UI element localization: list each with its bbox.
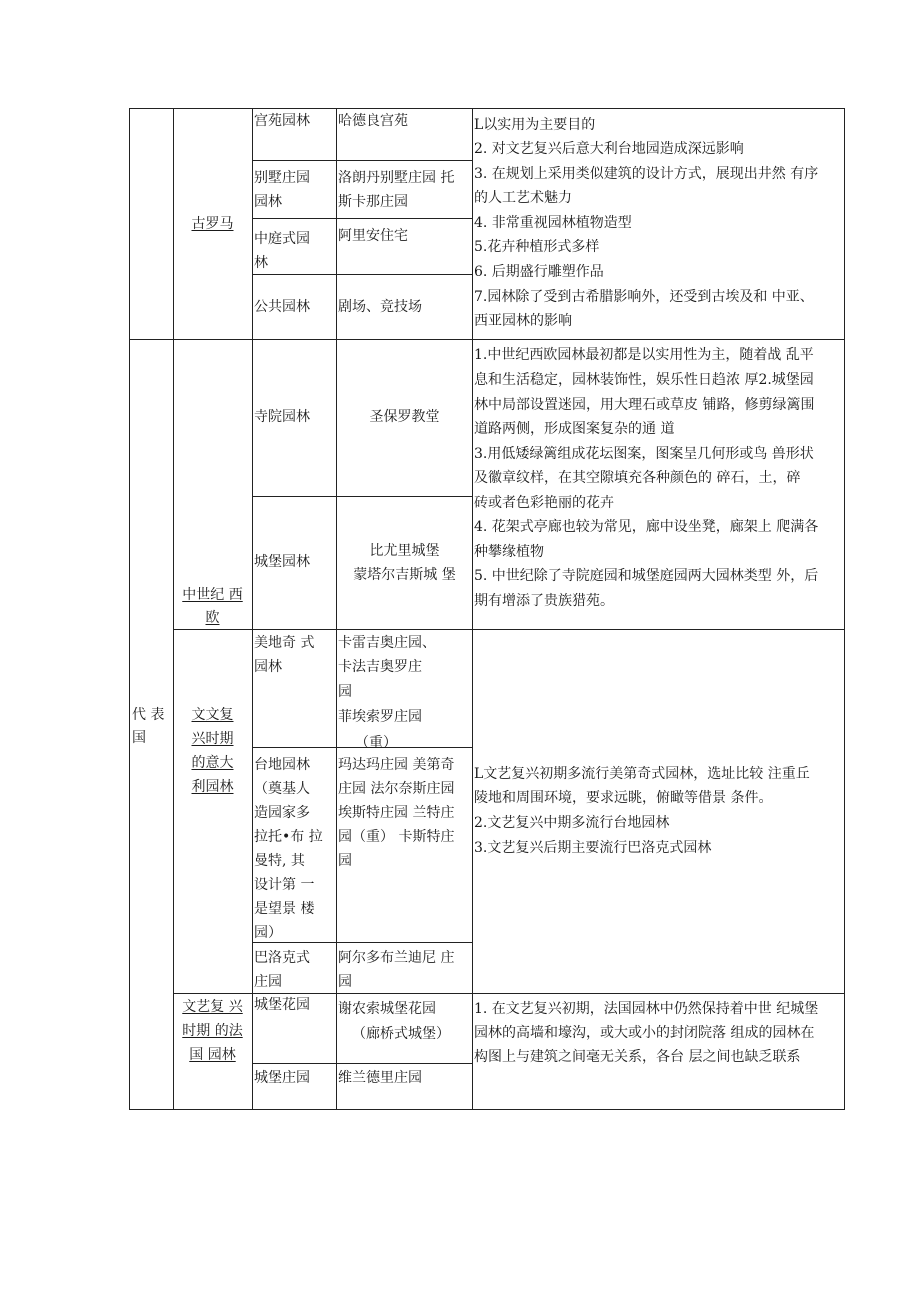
example-garden: 圣保罗教堂 xyxy=(369,409,440,425)
feature-line: 期有增添了贵族猎苑。 xyxy=(474,593,614,609)
feature-line: 息和生活稳定，园林装饰性，娱乐性日趋浓 厚2.城堡园 xyxy=(474,372,814,388)
rule xyxy=(252,160,473,161)
example-garden: 比尤里城堡 xyxy=(369,543,440,559)
feature-line: 西亚园林的影响 xyxy=(474,313,572,329)
example-garden: 谢农索城堡花园 xyxy=(338,1001,436,1017)
garden-type: 宫苑园林 xyxy=(254,113,310,129)
rule xyxy=(252,496,473,497)
example-garden: 埃斯特庄园 兰特庄 xyxy=(338,805,455,821)
rule xyxy=(129,108,130,1110)
feature-line: 4. 非常重视园林植物造型 xyxy=(474,215,632,231)
rule xyxy=(129,339,845,340)
feature-line: 林中局部设置迷园，用大理石或草皮 铺路，修剪绿篱围 xyxy=(474,397,815,413)
feature-line: 4. 花架式亭廊也较为常见，廊中设坐凳，廊架上 爬满各 xyxy=(474,519,819,535)
rule xyxy=(129,1109,845,1110)
rule xyxy=(252,1063,473,1064)
country-name: 兴时期 xyxy=(191,731,234,747)
country-name: 古罗马 xyxy=(191,216,234,232)
feature-line: 6. 后期盛行雕塑作品 xyxy=(474,264,604,280)
feature-line: 3.用低矮绿篱组成花坛图案，图案呈几何形或鸟 兽形状 xyxy=(474,446,814,462)
rule xyxy=(336,108,337,1110)
rule xyxy=(252,108,253,1110)
garden-type: 城堡园林 xyxy=(254,554,310,570)
rule xyxy=(252,218,473,219)
feature-line: 2. 对文艺复兴后意大利台地园造成深远影响 xyxy=(474,141,744,157)
garden-type: 公共园林 xyxy=(254,299,310,315)
feature-line: 园林的高墙和壕沟，或大或小的封闭院落 组成的园林在 xyxy=(474,1025,815,1041)
example-garden: 哈德良宫苑 xyxy=(338,113,408,129)
garden-type: 拉托•布 拉 xyxy=(254,829,323,845)
rule xyxy=(252,274,473,275)
garden-type: 中庭式园 xyxy=(254,231,310,247)
rule xyxy=(173,629,845,630)
garden-type: 巴洛克式 xyxy=(254,950,310,966)
feature-line: L文艺复兴初期多流行美第奇式园林，选址比较 注重丘 xyxy=(474,766,810,782)
country-name: 欧 xyxy=(205,610,220,626)
rule xyxy=(129,108,845,109)
example-garden: 园 xyxy=(338,974,352,990)
example-garden: 玛达玛庄园 美第奇 xyxy=(338,757,455,773)
feature-line: 的人工艺术魅力 xyxy=(474,190,572,206)
country-name: 文艺复 兴 xyxy=(182,999,243,1015)
garden-type: 美地奇 式 xyxy=(254,635,315,651)
garden-type: 园） xyxy=(254,925,282,941)
example-garden: 蒙塔尔吉斯城 堡 xyxy=(353,567,456,583)
garden-type: 林 xyxy=(254,255,268,271)
example-garden: 维兰德里庄园 xyxy=(338,1070,422,1086)
feature-line: 7.园林除了受到古希腊影响外，还受到古埃及和 中亚、 xyxy=(474,289,814,305)
example-garden: （重） xyxy=(355,735,397,751)
feature-line: 5.花卉种植形式多样 xyxy=(474,239,600,255)
garden-type: 园林 xyxy=(254,194,282,210)
rule xyxy=(472,108,473,1110)
feature-line: 3. 在规划上采用类似建筑的设计方式，展现出井然 有序 xyxy=(474,166,819,182)
example-garden: 洛朗丹别墅庄园 托 xyxy=(338,170,455,186)
feature-line: 5. 中世纪除了寺院庭园和城堡庭园两大园林类型 外，后 xyxy=(474,568,819,584)
example-garden: 庄园 法尔奈斯庄园 xyxy=(338,781,455,797)
feature-line: 及徽章纹样，在其空隙填充各种颜色的 碎石，土，碎 xyxy=(474,470,801,486)
example-garden: 剧场、竞技场 xyxy=(338,299,422,315)
feature-line: 构图上与建筑之间毫无关系，各台 层之间也缺乏联系 xyxy=(474,1049,801,1065)
garden-type: 曼特, 其 xyxy=(254,853,305,869)
example-garden: 园 xyxy=(338,853,352,869)
side-label: 代 表 xyxy=(132,707,165,723)
example-garden: 阿里安住宅 xyxy=(338,228,408,244)
garden-type: 城堡庄园 xyxy=(254,1070,310,1086)
garden-type: （奠基人 xyxy=(254,781,310,797)
example-garden: 园 xyxy=(338,684,352,700)
country-name: 文文复 xyxy=(191,707,234,723)
rule xyxy=(844,108,845,1110)
rule xyxy=(252,942,473,943)
example-garden: 阿尔多布兰迪尼 庄 xyxy=(338,950,455,966)
feature-line: 种攀缘植物 xyxy=(474,544,544,560)
garden-type: 造园家多 xyxy=(254,805,310,821)
feature-line: 道路两侧，形成图案复杂的通 道 xyxy=(474,421,675,437)
country-name: 中世纪 西 xyxy=(182,587,243,603)
example-garden: 斯卡那庄园 xyxy=(338,194,408,210)
country-name: 时期 的法 xyxy=(182,1023,243,1039)
garden-type: 寺院园林 xyxy=(254,409,310,425)
country-name: 利园林 xyxy=(191,779,234,795)
feature-line: 陵地和周围环境，要求远眺，俯瞰等借景 条件。 xyxy=(474,790,773,806)
example-garden: 园（重） 卡斯特庄 xyxy=(338,829,455,845)
garden-type: 台地园林 xyxy=(254,757,310,773)
feature-line: 砖或者色彩艳丽的花卉 xyxy=(474,495,614,511)
example-garden: 菲埃索罗庄园 xyxy=(338,709,422,725)
feature-line: 1.中世纪西欧园林最初都是以实用性为主，随着战 乱平 xyxy=(474,347,814,363)
example-garden: 卡法吉奥罗庄 xyxy=(338,659,422,675)
example-garden: 卡雷吉奥庄园、 xyxy=(338,635,436,651)
example-garden: （廊桥式城堡） xyxy=(352,1026,450,1042)
garden-type: 城堡花园 xyxy=(254,997,310,1013)
feature-line: 3.文艺复兴后期主要流行巴洛克式园林 xyxy=(474,840,712,856)
garden-type: 园林 xyxy=(254,659,282,675)
garden-type: 是望景 楼 xyxy=(254,901,315,917)
country-name: 国 园林 xyxy=(189,1047,236,1063)
garden-type: 别墅庄园 xyxy=(254,170,310,186)
garden-type: 庄园 xyxy=(254,974,282,990)
side-label: 国 xyxy=(132,730,146,746)
feature-line: 2.文艺复兴中期多流行台地园林 xyxy=(474,815,670,831)
garden-type: 设计第 一 xyxy=(254,877,315,893)
country-name: 的意大 xyxy=(191,755,234,771)
feature-line: 1. 在文艺复兴初期，法国园林中仍然保持着中世 纪城堡 xyxy=(474,1001,819,1017)
feature-line: L以实用为主要目的 xyxy=(474,117,596,133)
